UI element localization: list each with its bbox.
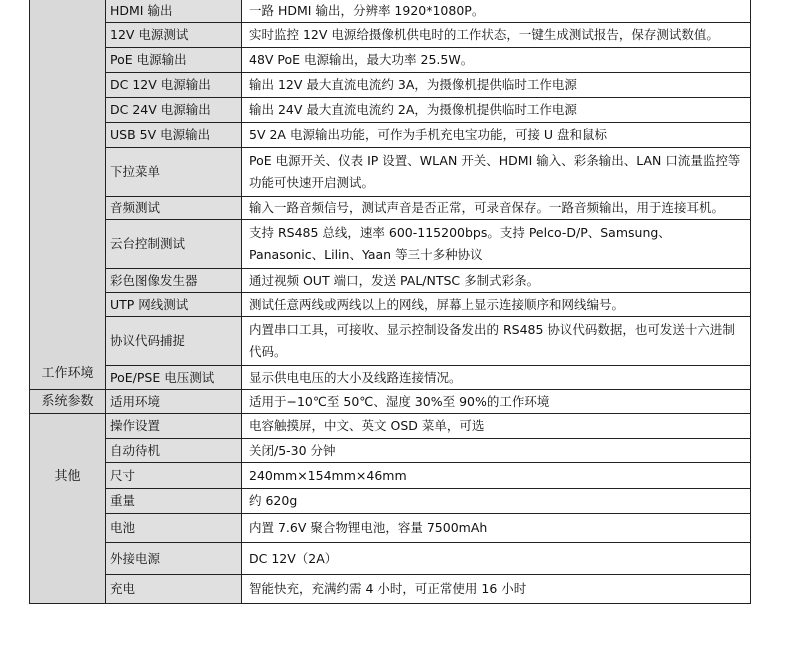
table-row (30, 98, 751, 123)
row-desc: 支持 RS485 总线，速率 600-115200bps。支持 Pelco-D/P、Samsung、Panasonic、Lilin、Yaan 等三十多种协议 (242, 220, 751, 269)
row-name: 适用环境 (106, 390, 242, 414)
row-desc: 输出 24V 最大直流电流约 2A，为摄像机提供临时工作电源 (242, 98, 751, 123)
row-desc: 关闭/5-30 分钟 (242, 439, 751, 463)
row-desc: 240mm×154mm×46mm (242, 463, 751, 489)
table-row (30, 543, 751, 575)
table-row (30, 0, 751, 23)
row-name: 充电 (106, 575, 242, 604)
row-name: 尺寸 (106, 463, 242, 489)
table-row (30, 317, 751, 366)
row-name: 彩色图像发生器 (106, 269, 242, 293)
row-name: DC 12V 电源输出 (106, 73, 242, 98)
row-desc: 内置 7.6V 聚合物锂电池，容量 7500mAh (242, 514, 751, 543)
row-name: 操作设置 (106, 414, 242, 439)
table-row (30, 575, 751, 604)
table-row (30, 197, 751, 220)
table-row (30, 73, 751, 98)
row-desc: 内置串口工具，可接收、显示控制设备发出的 RS485 协议代码数据，也可发送十六进制代码。 (242, 317, 751, 366)
row-desc: 电容触摸屏，中文、英文 OSD 菜单，可选 (242, 414, 751, 439)
table-row (30, 23, 751, 48)
row-desc: 输出 12V 最大直流电流约 3A，为摄像机提供临时工作电源 (242, 73, 751, 98)
row-name: 电池 (106, 514, 242, 543)
row-desc: 通过视频 OUT 端口，发送 PAL/NTSC 多制式彩条。 (242, 269, 751, 293)
row-desc: 显示供电电压的大小及线路连接情况。 (242, 366, 751, 390)
row-name: 云台控制测试 (106, 220, 242, 269)
category-other (30, 414, 106, 604)
row-desc: 5V 2A 电源输出功能，可作为手机充电宝功能，可接 U 盘和鼠标 (242, 123, 751, 148)
row-name: PoE/PSE 电压测试 (106, 366, 242, 390)
row-desc: 一路 HDMI 输出，分辨率 1920*1080P。 (242, 0, 751, 23)
table-row (30, 48, 751, 73)
category-system-params: 系统参数 (30, 390, 106, 414)
row-name: PoE 电源输出 (106, 48, 242, 73)
row-desc: PoE 电源开关、仪表 IP 设置、WLAN 开关、HDMI 输入、彩条输出、LAN 口流量监控等功能可快速开启测试。 (242, 148, 751, 197)
row-desc: DC 12V（2A） (242, 543, 751, 575)
row-desc: 智能快充，充满约需 4 小时，可正常使用 16 小时 (242, 575, 751, 604)
table-row (30, 439, 751, 463)
table-row (30, 293, 751, 317)
row-desc: 适用于−10℃至 50℃、湿度 30%至 90%的工作环境 (242, 390, 751, 414)
row-desc: 输入一路音频信号，测试声音是否正常，可录音保存。一路音频输出，用于连接耳机。 (242, 197, 751, 220)
row-name: 音频测试 (106, 197, 242, 220)
row-desc: 约 620g (242, 489, 751, 514)
row-name: 重量 (106, 489, 242, 514)
table-row (30, 414, 751, 439)
row-name: 外接电源 (106, 543, 242, 575)
table-row (30, 489, 751, 514)
spec-table (29, 0, 751, 604)
row-name: 自动待机 (106, 439, 242, 463)
row-desc: 实时监控 12V 电源给摄像机供电时的工作状态，一键生成测试报告，保存测试数值。 (242, 23, 751, 48)
row-name: UTP 网线测试 (106, 293, 242, 317)
row-desc: 测试任意两线或两线以上的网线，屏幕上显示连接顺序和网线编号。 (242, 293, 751, 317)
table-row (30, 463, 751, 489)
category-work-env: 工作环境 (30, 0, 106, 390)
category-other-label: 其他 (54, 469, 81, 484)
row-name: HDMI 输出 (106, 0, 242, 23)
row-desc: 48V PoE 电源输出，最大功率 25.5W。 (242, 48, 751, 73)
table-row (30, 366, 751, 390)
table-row (30, 148, 751, 197)
table-row (30, 514, 751, 543)
row-name: 下拉菜单 (106, 148, 242, 197)
row-name: USB 5V 电源输出 (106, 123, 242, 148)
table-row (30, 123, 751, 148)
table-row (30, 390, 751, 414)
table-row (30, 269, 751, 293)
row-name: DC 24V 电源输出 (106, 98, 242, 123)
table-row (30, 220, 751, 269)
row-name: 协议代码捕捉 (106, 317, 242, 366)
row-name: 12V 电源测试 (106, 23, 242, 48)
